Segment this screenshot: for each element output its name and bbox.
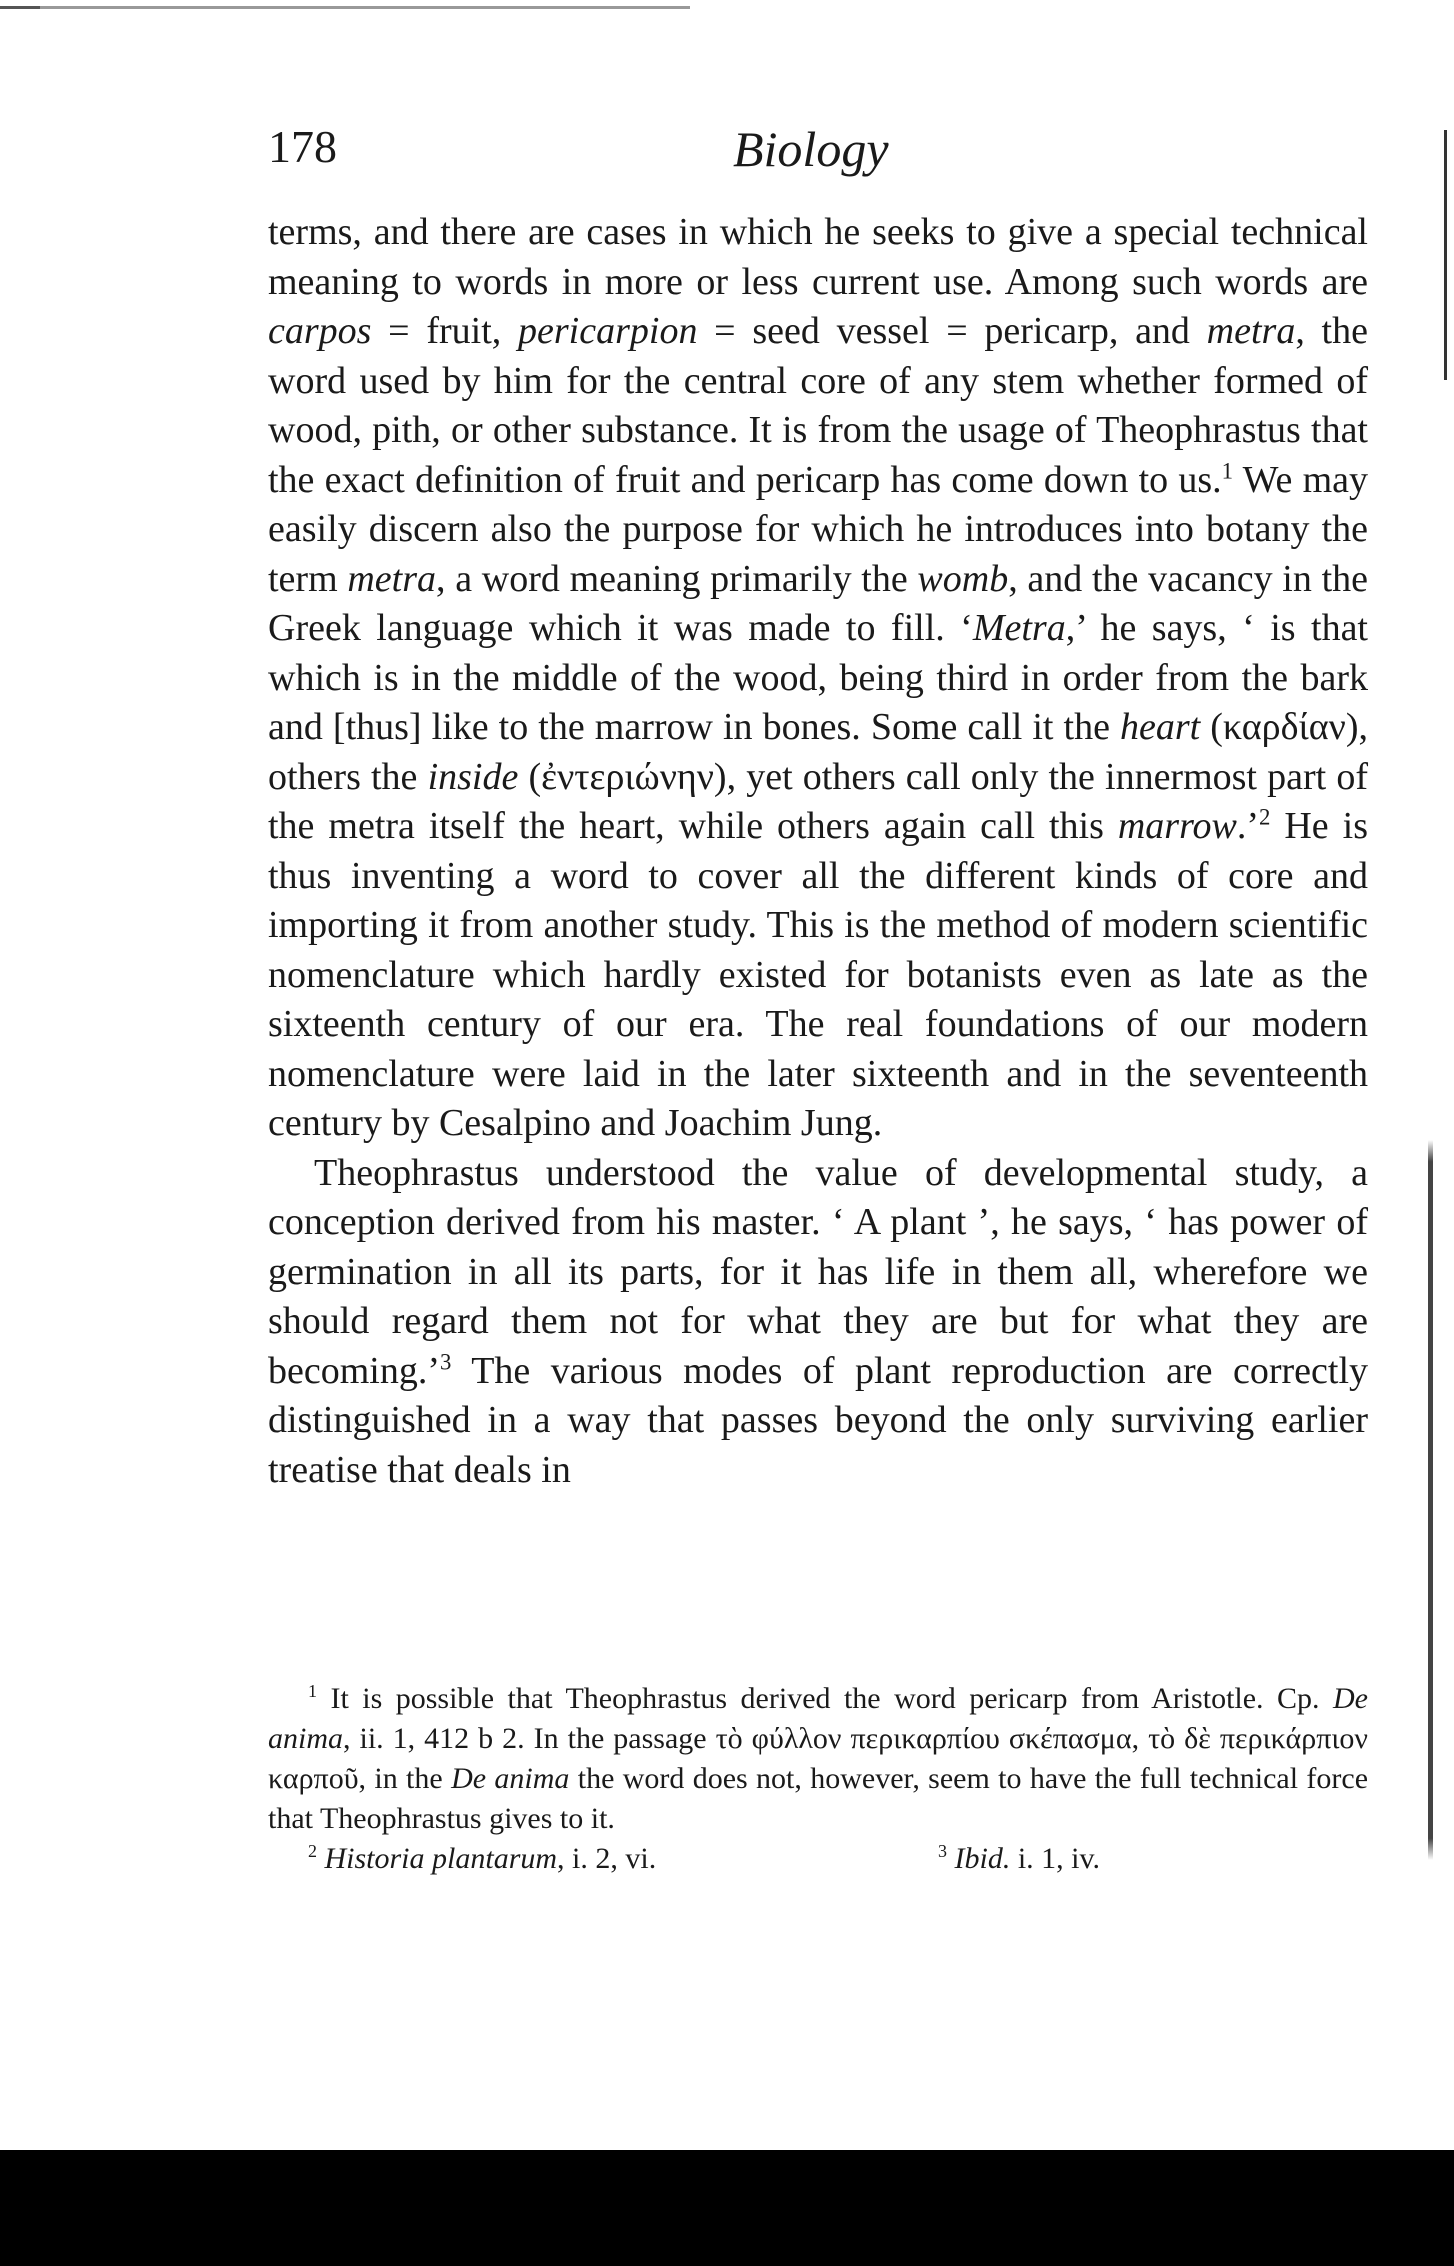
footnote-number: 3 xyxy=(938,1841,947,1862)
text-run: = fruit, xyxy=(371,310,519,352)
title-de-anima: De anima xyxy=(451,1762,570,1795)
text-run: i. 1, iv. xyxy=(1010,1842,1101,1875)
footnote-1 xyxy=(268,1679,1368,1839)
footnote-number: 1 xyxy=(308,1681,317,1702)
text-run: (καρδίαν), others the xyxy=(268,706,1368,798)
term-pericarpion: pericarpion xyxy=(518,310,698,352)
text-run: , a word meaning primarily the xyxy=(436,557,918,600)
text-run: The various modes of plant reproduction are correctly distinguished in a way that passes beyond the only surviving earlier treatise that deals in xyxy=(268,1349,1368,1491)
text-run: He is thus inventing a word to cover all the different kinds of core and importing it from another study. This is the method of modern scientific nomenclature which hardly existed for botanists even as late as the sixteenth century of our era. The real foundations of our modern nomenclature were laid in the later sixteenth and in the seventeenth century by Cesalpino and Joachim Jung. xyxy=(268,805,1368,1144)
text-run: .’ xyxy=(1236,805,1259,847)
main-text xyxy=(268,208,1368,1495)
scan-bottom-border xyxy=(0,2150,1454,2266)
paragraph-1 xyxy=(268,208,1368,1149)
footnote-ref-1[interactable]: 1 xyxy=(1221,457,1234,483)
text-run: terms, and there are cases in which he seeks to give a special technical meaning to words in more or less current use. Among such words are xyxy=(268,211,1368,303)
text-run: the word does not, however, seem to have the full technical force that Theophrastus gives to it. xyxy=(268,1762,1369,1835)
term-womb: womb xyxy=(917,557,1009,600)
text-run: , and the vacancy in the Greek language which it was made to fill. ‘ xyxy=(268,557,1369,649)
text-run: , i. 2, vi. xyxy=(557,1842,657,1875)
text-run: , the word used by him for the central core of any stem whether formed of wood, pith, or other substance. It is from the usage of Theophrastus that the exact definition of fruit and pericarp has come down to us. xyxy=(268,310,1368,501)
text-run: It is possible that Theophrastus derived the word pericarp from Aristotle. Cp. xyxy=(317,1682,1334,1715)
running-head: Biology xyxy=(733,121,889,177)
term-heart: heart xyxy=(1120,706,1201,748)
term-metra: Metra xyxy=(972,607,1066,649)
footnotes xyxy=(268,1679,1368,1879)
title-ibid: Ibid. xyxy=(954,1842,1011,1875)
footnote-ref-3[interactable]: 3 xyxy=(440,1348,452,1374)
text-run: ,’ he says, ‘ is that which is in the middle of the wood, being third in order from the bark and [thus] like to the marrow in bones. Some call it the xyxy=(268,607,1368,748)
term-marrow: marrow xyxy=(1117,805,1237,847)
footnote-row xyxy=(268,1839,1368,1879)
footnote-3 xyxy=(938,1839,1100,1879)
paragraph-2 xyxy=(268,1149,1368,1496)
page-header xyxy=(268,120,1368,180)
right-scan-edge xyxy=(1444,130,1447,380)
top-scan-rule xyxy=(0,6,690,9)
text-run: = seed vessel = pericarp, and xyxy=(697,310,1207,352)
footnote-ref-2[interactable]: 2 xyxy=(1258,804,1271,830)
right-scan-edge-lower xyxy=(1428,1140,1433,1860)
title-historia-plantarum: Historia plantarum xyxy=(324,1842,558,1875)
page-number: 178 xyxy=(268,121,337,172)
footnote-number: 2 xyxy=(308,1841,317,1862)
text-run: We may easily discern also the purpose for which he introduces into botany the term xyxy=(268,458,1368,600)
text-run: , ii. 1, 412 b 2. In the passage τὸ φύλλον περικαρπίου σκέπασμα, τὸ δὲ περικάρπιον καρποῦ, in the xyxy=(268,1722,1368,1795)
text-run: (ἐντεριώνην), yet others call only the innermost part of the metra itself the heart, while others again call this xyxy=(268,755,1368,847)
term-metra: metra xyxy=(347,557,437,600)
footnote-2 xyxy=(308,1839,656,1879)
term-inside: inside xyxy=(427,755,519,798)
title-de-anima: De anima xyxy=(268,1682,1368,1755)
term-carpos: carpos xyxy=(268,310,372,352)
term-metra: metra xyxy=(1206,310,1296,352)
text-run: Theophrastus understood the value of developmental study, a conception derived from his master. ‘ A plant ’, he says, ‘ has power of germination in all its parts, for it has life in them all, wherefore we should regard them not for what they are but for what they are becoming.’ xyxy=(268,1151,1368,1392)
